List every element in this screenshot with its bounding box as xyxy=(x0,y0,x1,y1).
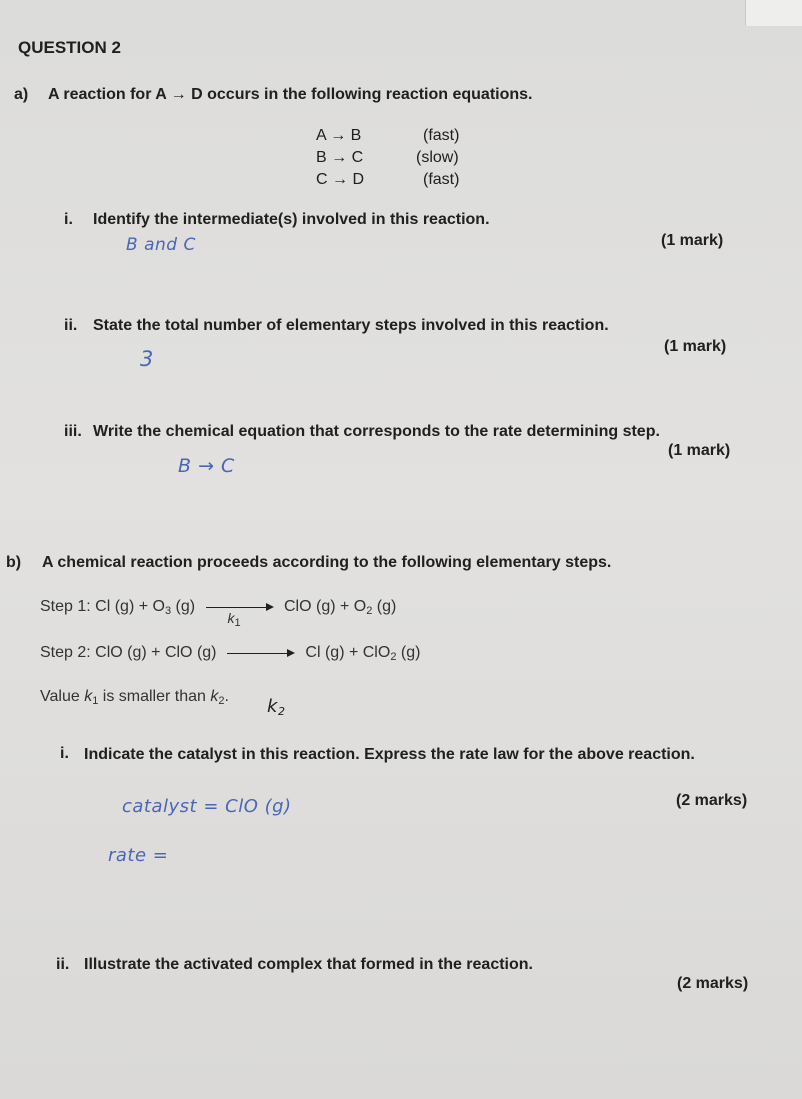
answer-a-iii: B → C xyxy=(178,455,235,477)
step-2-arrow xyxy=(227,645,295,661)
part-b-label: b) xyxy=(6,554,22,571)
part-a-intro: A reaction for A → D occurs in the following reaction equations. xyxy=(48,86,533,103)
marks-a-i: (1 mark) xyxy=(661,232,724,249)
elementary-step-1 xyxy=(40,598,397,629)
answer-b-i-rate: rate = xyxy=(108,845,169,866)
marks-a-iii: (1 mark) xyxy=(668,442,731,459)
part-a-label: a) xyxy=(14,86,29,103)
question-a-i-text: Identify the intermediate(s) involved in this reaction. xyxy=(93,211,490,228)
rate-constant-comparison: Value $k_1$ is smaller than $k_2$. xyxy=(40,688,229,707)
handwritten-k2: $k_2$ xyxy=(267,696,286,718)
marks-a-ii: (1 mark) xyxy=(664,338,727,355)
step-2-label: Step 2: xyxy=(40,644,91,661)
part-b-intro: A chemical reaction proceeds according to the following elementary steps. xyxy=(42,554,612,571)
question-b-i-num: i. xyxy=(60,745,69,762)
elementary-step-2 xyxy=(40,644,420,663)
reaction-step-1-speed: (fast) xyxy=(423,127,460,144)
answer-a-ii: 3 xyxy=(140,347,154,371)
step-1-reactants: Cl $(g) + O_3$ (g) xyxy=(95,598,196,617)
question-a-ii-text: State the total number of elementary steps involved in this reaction. xyxy=(93,317,609,334)
reaction-step-3: C → D xyxy=(316,171,364,188)
step-1-label: Step 1: xyxy=(40,598,91,615)
answer-a-i: B and C xyxy=(126,235,196,255)
question-b-ii-text: Illustrate the activated complex that formed in the reaction. xyxy=(84,956,533,973)
rate-constant-k1: $k_1$ xyxy=(227,609,241,629)
step-1-arrow xyxy=(206,599,274,629)
question-a-ii-num: ii. xyxy=(64,317,78,334)
step-2-products: Cl (g) + ClO$_2$ (g) xyxy=(305,644,421,663)
marks-b-i: (2 marks) xyxy=(676,792,748,809)
question-a-iii-num: iii. xyxy=(64,423,82,440)
question-b-i-text: Indicate the catalyst in this reaction. Express the rate law for the above reaction. xyxy=(84,746,695,763)
reaction-step-2-speed: (slow) xyxy=(416,149,459,166)
reaction-step-3-speed: (fast) xyxy=(423,171,460,188)
question-b-ii-num: ii. xyxy=(56,956,70,973)
marks-b-ii: (2 marks) xyxy=(677,975,749,992)
paper-edge xyxy=(745,0,802,26)
question-a-i-num: i. xyxy=(64,211,73,228)
step-2-reactants: ClO (g) + ClO (g) xyxy=(95,644,217,661)
step-1-products: ClO $(g) + O_2$ (g) xyxy=(283,598,397,617)
question-title: QUESTION 2 xyxy=(18,38,121,57)
reaction-step-1: A → B xyxy=(316,127,362,144)
answer-b-i-catalyst: catalyst = ClO (g) xyxy=(122,796,292,817)
reaction-step-2: B → C xyxy=(316,149,364,166)
question-a-iii-text: Write the chemical equation that corresponds to the rate determining step. xyxy=(93,423,660,440)
